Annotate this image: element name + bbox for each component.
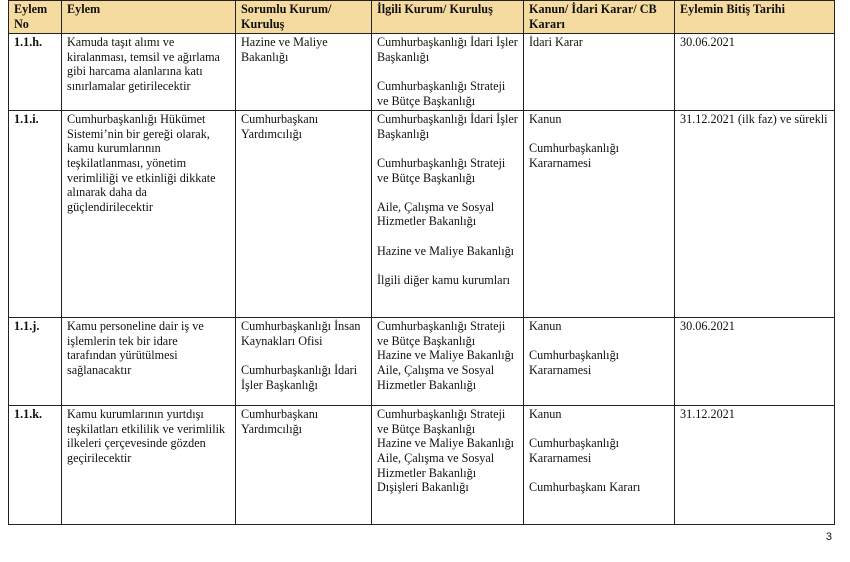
cell-sorumlu-kurum-entry: Cumhurbaşkanlığı İnsan Kaynakları Ofisi <box>241 319 361 348</box>
cell-ilgili-kurum-entry: Cumhurbaşkanlığı Strateji ve Bütçe Başkanlığı <box>377 155 506 185</box>
cell-karar-entry: Cumhurbaşkanı Kararı <box>529 480 641 495</box>
cell-karar <box>524 406 675 525</box>
header-eylem-no: Eylem No <box>9 1 62 34</box>
cell-ilgili-kurum-entry: Cumhurbaşkanlığı İdari İşler Başkanlığı <box>377 112 518 141</box>
action-plan-table <box>8 0 835 525</box>
cell-karar-entry: Kanun <box>529 112 562 127</box>
cell-sorumlu-kurum-entry: Cumhurbaşkanlığı İdari İşler Başkanlığı <box>241 362 358 392</box>
cell-karar-entry: Cumhurbaşkanlığı Kararnamesi <box>529 141 620 170</box>
cell-eylem: Kamu personeline dair iş ve işlemlerin tek bir idare tarafından yürütülmesi sağlanacaktır <box>62 318 236 406</box>
header-karar: Kanun/ İdari Karar/ CB Kararı <box>524 1 675 34</box>
cell-karar-entry: Cumhurbaşkanlığı Kararnamesi <box>529 348 620 377</box>
cell-ilgili-kurum <box>372 34 524 111</box>
cell-sorumlu-kurum <box>236 318 372 406</box>
cell-sorumlu-kurum-entry: Cumhurbaşkanı Yardımcılığı <box>241 407 319 436</box>
cell-eylem-no: 1.1.j. <box>9 318 62 406</box>
cell-eylem: Kamuda taşıt alımı ve kiralanması, temsil ve ağırlama gibi harcama alanlarına katı sınırlamalar getirilecektir <box>62 34 236 111</box>
page-number: 3 <box>825 531 832 543</box>
cell-sorumlu-kurum-entry: Cumhurbaşkanı Yardımcılığı <box>241 112 319 141</box>
cell-karar <box>524 111 675 318</box>
cell-ilgili-kurum-entry: Cumhurbaşkanlığı İdari İşler Başkanlığı <box>377 35 518 64</box>
cell-ilgili-kurum-entry: Cumhurbaşkanlığı Strateji ve Bütçe Başkanlığı <box>377 78 506 108</box>
cell-ilgili-kurum <box>372 406 524 525</box>
cell-ilgili-kurum-entry: Hazine ve Maliye Bakanlığı <box>377 436 515 451</box>
cell-karar-entry: Cumhurbaşkanlığı Kararnamesi <box>529 436 620 465</box>
cell-eylem: Cumhurbaşkanlığı Hükümet Sistemi’nin bir gereği olarak, kamu kurumlarının teşkilatlanması, yönetim verimliliği ve etkinliği dikkate alınarak daha da güçlendirilecektir <box>62 111 236 318</box>
cell-karar-entry: Kanun <box>529 407 562 422</box>
table-header-row <box>9 1 835 34</box>
header-eylem: Eylem <box>62 1 236 34</box>
table-row <box>9 406 835 525</box>
cell-karar-entry: İdari Karar <box>529 35 583 50</box>
cell-ilgili-kurum-entry: Aile, Çalışma ve Sosyal Hizmetler Bakanlığı <box>377 362 495 392</box>
table-row <box>9 34 835 111</box>
cell-bitis-tarihi: 31.12.2021 <box>675 406 835 525</box>
header-ilgili-kurum: İlgili Kurum/ Kuruluş <box>372 1 524 34</box>
cell-bitis-tarihi: 31.12.2021 (ilk faz) ve sürekli <box>675 111 835 318</box>
cell-sorumlu-kurum-entry: Hazine ve Maliye Bakanlığı <box>241 35 328 64</box>
cell-eylem: Kamu kurumlarının yurtdışı teşkilatları etkililik ve verimlilik ilkeleri çerçevesinde gözden geçirilecektir <box>62 406 236 525</box>
cell-ilgili-kurum-entry: Dışişleri Bakanlığı <box>377 480 469 495</box>
cell-eylem-no: 1.1.h. <box>9 34 62 111</box>
cell-karar-entry: Kanun <box>529 319 562 334</box>
cell-ilgili-kurum-entry: Hazine ve Maliye Bakanlığı <box>377 243 515 258</box>
cell-sorumlu-kurum <box>236 34 372 111</box>
cell-ilgili-kurum-entry: Cumhurbaşkanlığı Strateji ve Bütçe Başkanlığı <box>377 319 506 348</box>
header-bitis-tarihi: Eylemin Bitiş Tarihi <box>675 1 835 34</box>
table-row <box>9 318 835 406</box>
cell-karar <box>524 318 675 406</box>
cell-ilgili-kurum-entry: Hazine ve Maliye Bakanlığı <box>377 348 515 363</box>
cell-ilgili-kurum-entry: Aile, Çalışma ve Sosyal Hizmetler Bakanlığı <box>377 450 495 480</box>
cell-ilgili-kurum-entry: İlgili diğer kamu kurumları <box>377 272 511 287</box>
cell-ilgili-kurum-entry: Aile, Çalışma ve Sosyal Hizmetler Bakanlığı <box>377 199 495 229</box>
cell-sorumlu-kurum <box>236 406 372 525</box>
cell-ilgili-kurum <box>372 318 524 406</box>
cell-eylem-no: 1.1.i. <box>9 111 62 318</box>
cell-ilgili-kurum-entry: Cumhurbaşkanlığı Strateji ve Bütçe Başkanlığı <box>377 407 506 436</box>
cell-bitis-tarihi: 30.06.2021 <box>675 318 835 406</box>
cell-sorumlu-kurum <box>236 111 372 318</box>
table-row <box>9 111 835 318</box>
cell-bitis-tarihi: 30.06.2021 <box>675 34 835 111</box>
header-sorumlu-kurum: Sorumlu Kurum/ Kuruluş <box>236 1 372 34</box>
cell-karar <box>524 34 675 111</box>
cell-eylem-no: 1.1.k. <box>9 406 62 525</box>
cell-ilgili-kurum <box>372 111 524 318</box>
